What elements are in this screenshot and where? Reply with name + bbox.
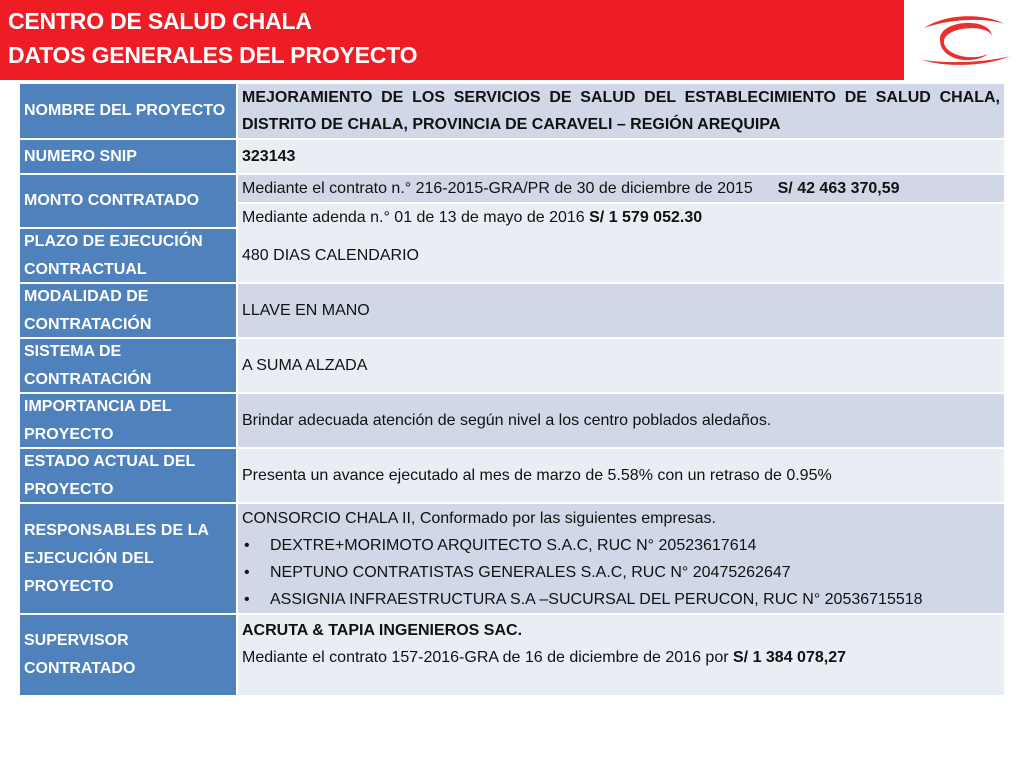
- row-label: NOMBRE DEL PROYECTO: [20, 84, 238, 138]
- row-value: [238, 284, 1004, 337]
- table-row-monto: [20, 175, 1004, 229]
- contract-text: Mediante el contrato n.° 216-2015-GRA/PR de 30 de diciembre de 2015: [242, 180, 753, 197]
- row-value: [238, 339, 1004, 392]
- table-row-snip: [20, 140, 1004, 175]
- list-item: [238, 586, 1004, 613]
- company-name: NEPTUNO CONTRATISTAS GENERALES S.A.C, RUC N° 20475262647: [270, 563, 791, 581]
- addendum-amount: S/ 1 579 052.30: [589, 209, 703, 226]
- supervisor-name: ACRUTA & TAPIA INGENIEROS SAC.: [242, 622, 523, 639]
- page-subtitle: DATOS GENERALES DEL PROYECTO: [8, 42, 418, 68]
- project-data-table: [20, 84, 1004, 695]
- table-row-responsables: [20, 504, 1004, 615]
- supervisor-amount: S/ 1 384 078,27: [733, 649, 846, 666]
- row-label: PLAZO DE EJECUCIÓN CONTRACTUAL: [20, 229, 238, 282]
- row-label: IMPORTANCIA DEL PROYECTO: [20, 394, 238, 447]
- list-item: [238, 559, 1004, 586]
- row-value: [238, 229, 1004, 282]
- row-value: [238, 140, 1004, 173]
- row-value: [238, 394, 1004, 447]
- table-row-modalidad: [20, 284, 1004, 339]
- row-label: SUPERVISOR CONTRATADO: [20, 615, 238, 695]
- row-label: RESPONSABLES DE LA EJECUCIÓN DEL PROYECTO: [20, 504, 238, 613]
- bullet-icon: •: [244, 590, 250, 608]
- responsables-intro: CONSORCIO CHALA II, Conformado por las siguientes empresas.: [242, 509, 716, 527]
- row-value: [238, 449, 1004, 502]
- bullet-icon: •: [244, 536, 250, 554]
- sistema-value: A SUMA ALZADA: [242, 357, 368, 374]
- company-name: ASSIGNIA INFRAESTRUCTURA S.A –SUCURSAL DEL PERUCON, RUC N° 20536715518: [270, 590, 923, 608]
- addendum-amount-line: [238, 202, 1004, 231]
- row-value: [238, 504, 1004, 613]
- row-label: NUMERO SNIP: [20, 140, 238, 173]
- bullet-icon: •: [244, 563, 250, 581]
- addendum-text: Mediante adenda n.° 01 de 13 de mayo de 2016: [242, 209, 585, 226]
- header-band: [0, 0, 904, 80]
- company-name: DEXTRE+MORIMOTO ARQUITECTO S.A.C, RUC N° 20523617614: [270, 536, 757, 554]
- row-label: MODALIDAD DE CONTRATACIÓN: [20, 284, 238, 337]
- estado-value: Presenta un avance ejecutado al mes de marzo de 5.58% con un retraso de 0.95%: [242, 467, 832, 484]
- list-item: [238, 532, 1004, 559]
- plazo-value: 480 DIAS CALENDARIO: [242, 247, 419, 264]
- red-swoosh-logo-icon: [918, 10, 1014, 70]
- row-value: [238, 615, 1004, 695]
- table-row-estado: [20, 449, 1004, 504]
- table-row-plazo: [20, 229, 1004, 284]
- row-label: ESTADO ACTUAL DEL PROYECTO: [20, 449, 238, 502]
- modalidad-value: LLAVE EN MANO: [242, 302, 370, 319]
- row-value: [238, 175, 1004, 227]
- row-label: MONTO CONTRATADO: [20, 175, 238, 227]
- table-row-nombre: [20, 84, 1004, 140]
- page-title: CENTRO DE SALUD CHALA: [8, 8, 312, 34]
- row-value: [238, 84, 1004, 138]
- table-row-importancia: [20, 394, 1004, 449]
- table-row-sistema: [20, 339, 1004, 394]
- contract-amount: S/ 42 463 370,59: [777, 180, 900, 197]
- supervisor-contract-text: Mediante el contrato 157-2016-GRA de 16 de diciembre de 2016 por: [242, 649, 729, 666]
- row-label: SISTEMA DE CONTRATACIÓN: [20, 339, 238, 392]
- contract-amount-line: [238, 175, 1004, 202]
- snip-value: 323143: [242, 148, 296, 165]
- table-row-supervisor: [20, 615, 1004, 695]
- project-name-value: MEJORAMIENTO DE LOS SERVICIOS DE SALUD DEL ESTABLECIMIENTO DE SALUD CHALA, DISTRITO DE CHALA, PROVINCIA DE CARAVELI – REGIÓN AREQUIPA: [242, 89, 1000, 133]
- importancia-value: Brindar adecuada atención de según nivel a los centro poblados aledaños.: [242, 412, 772, 429]
